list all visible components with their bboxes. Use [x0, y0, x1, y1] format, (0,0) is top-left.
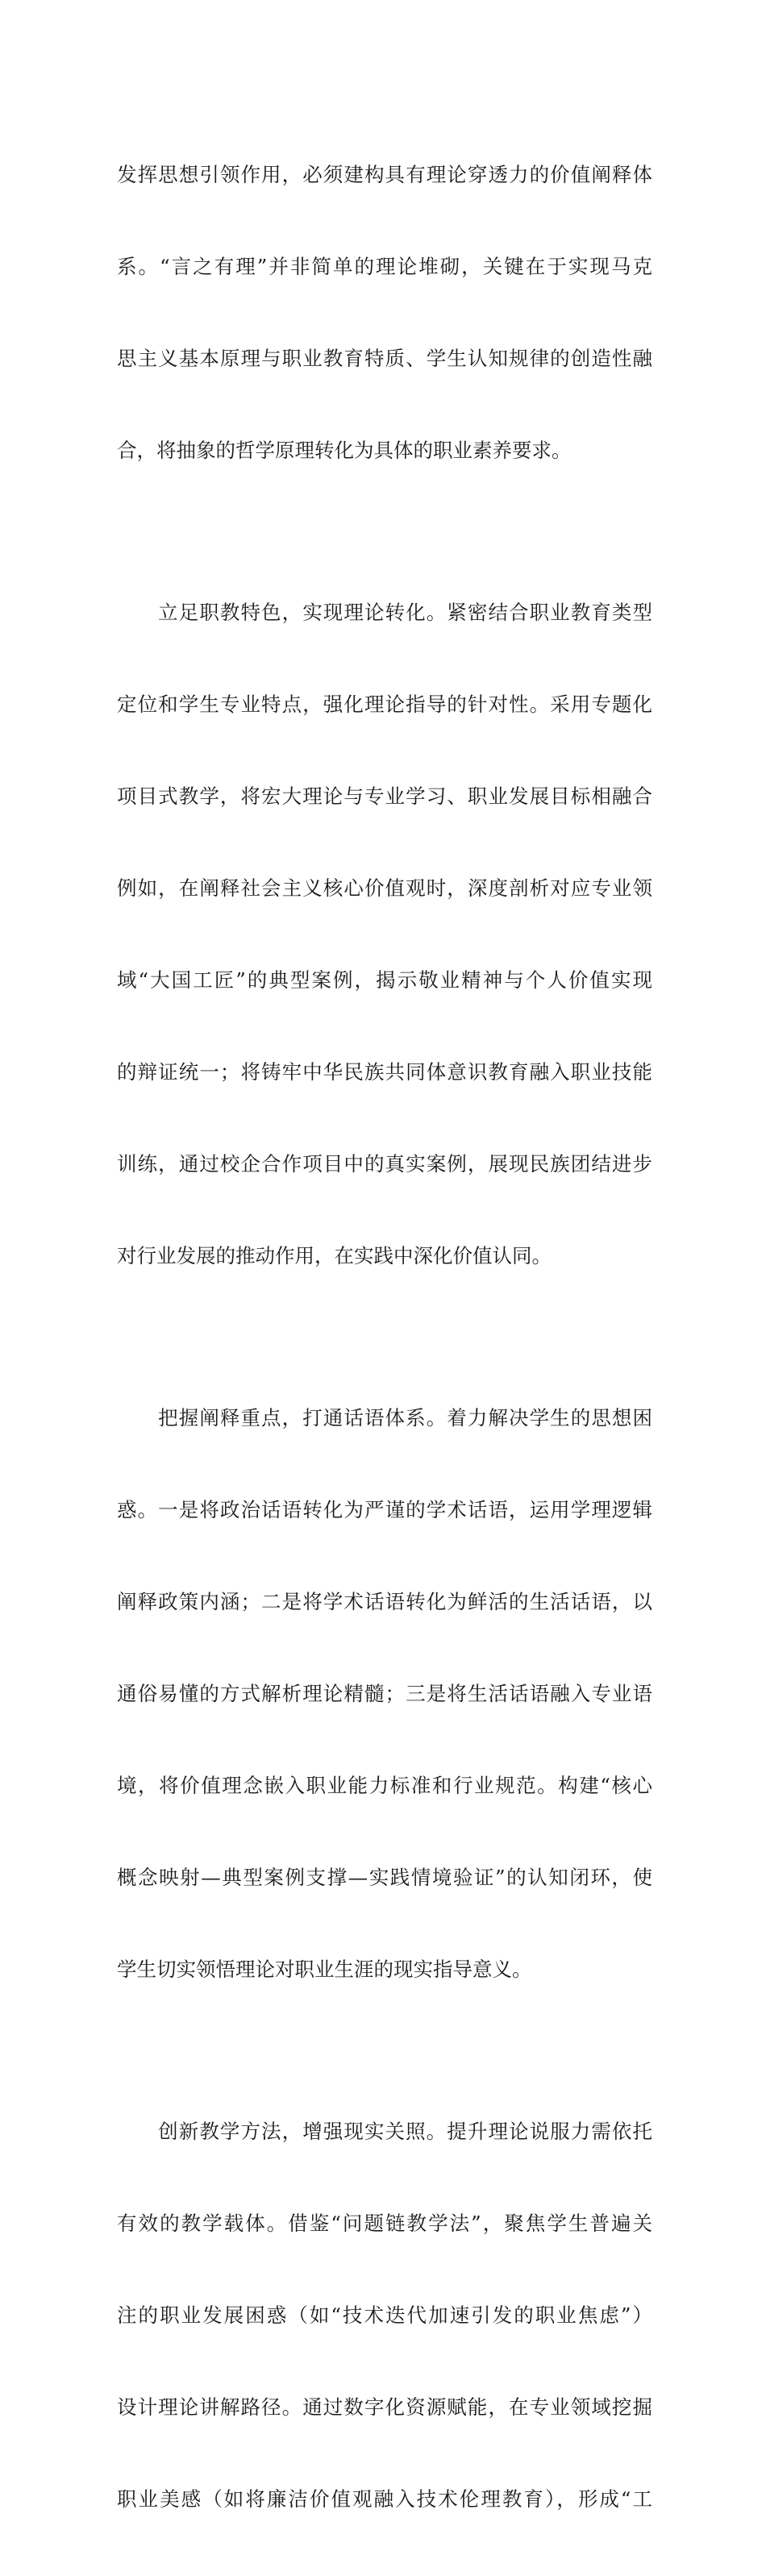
text-line: 概念映射—典型案例支撑—实践情境验证”的认知闭环，使 — [117, 1866, 652, 1889]
text-line: 发挥思想引领作用，必须建构具有理论穿透力的价值阐释体 — [117, 163, 652, 186]
paragraph-1 — [117, 98, 652, 527]
text-line: 的辩证统一；将铸牢中华民族共同体意识教育融入职业技能 — [117, 1060, 652, 1084]
text-line: 对行业发展的推动作用，在实践中深化价值认同。 — [117, 1244, 552, 1267]
paragraph-3 — [117, 1342, 652, 2046]
text-line: 惑。一是将政治话语转化为严谨的学术话语，运用学理逻辑 — [117, 1498, 652, 1521]
text-line: 定位和学生专业特点，强化理论指导的针对性。采用专题化 — [117, 693, 652, 716]
text-line: 域“大国工匠”的典型案例，揭示敬业精神与个人价值实现 — [117, 968, 652, 992]
paragraph-4 — [117, 2055, 652, 2576]
text-line: 训练，通过校企合作项目中的真实案例，展现民族团结进步 — [117, 1152, 652, 1176]
paragraph-2 — [117, 536, 652, 1333]
text-line: 有效的教学载体。借鉴“问题链教学法”，聚焦学生普遍关 — [117, 2212, 652, 2235]
text-line: 注的职业发展困惑（如“技术迭代加速引发的职业焦虑”） — [117, 2303, 652, 2327]
text-line: 项目式教学，将宏大理论与专业学习、职业发展目标相融合 — [117, 784, 652, 808]
text-line: 例如，在阐释社会主义核心价值观时，深度剖析对应专业领 — [117, 876, 652, 900]
text-line: 合，将抽象的哲学原理转化为具体的职业素养要求。 — [117, 439, 572, 462]
text-line: 设计理论讲解路径。通过数字化资源赋能，在专业领域挖掘 — [117, 2395, 652, 2419]
text-line: 立足职教特色，实现理论转化。紧密结合职业教育类型 — [117, 601, 652, 624]
text-line: 系。“言之有理”并非简单的理论堆砌，关键在于实现马克 — [117, 255, 652, 278]
text-line: 把握阐释重点，打通话语体系。着力解决学生的思想困 — [117, 1406, 652, 1429]
text-line: 通俗易懂的方式解析理论精髓；三是将生活话语融入专业语 — [117, 1682, 652, 1705]
text-line: 思主义基本原理与职业教育特质、学生认知规律的创造性融 — [117, 347, 652, 370]
text-line: 境，将价值理念嵌入职业能力标准和行业规范。构建“核心 — [117, 1774, 652, 1797]
body-text — [117, 98, 652, 2576]
text-line: 阐释政策内涵；二是将学术话语转化为鲜活的生活话语，以 — [117, 1590, 652, 1613]
text-line: 学生切实领悟理论对职业生涯的现实指导意义。 — [117, 1958, 532, 1981]
text-line: 职业美感（如将廉洁价值观融入技术伦理教育），形成“工 — [117, 2487, 652, 2511]
text-line: 创新教学方法，增强现实关照。提升理论说服力需依托 — [117, 2120, 652, 2143]
